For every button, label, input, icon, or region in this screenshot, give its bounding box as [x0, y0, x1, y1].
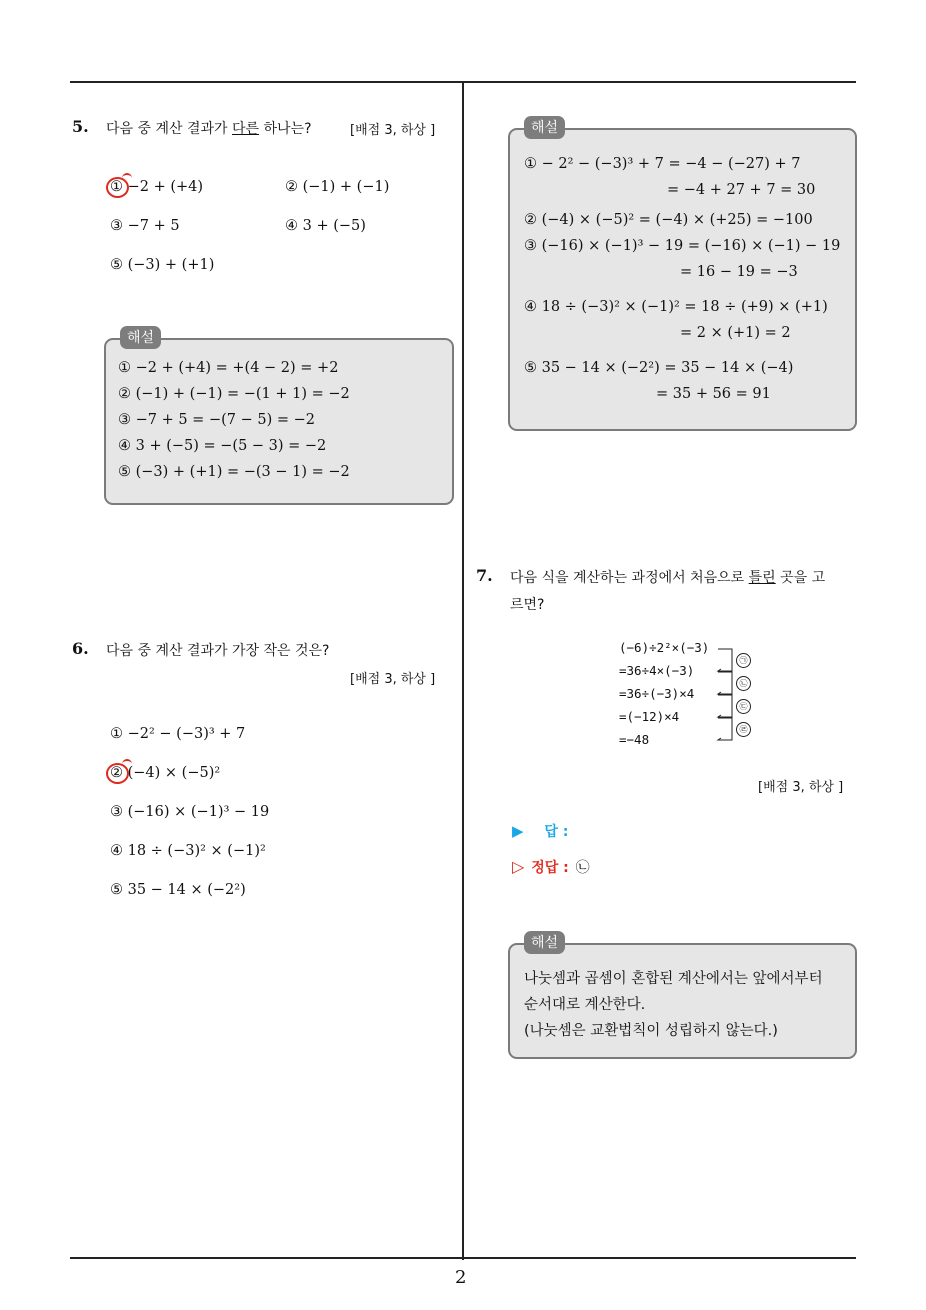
q6-number: 6.	[72, 639, 89, 658]
column-divider	[462, 82, 464, 1260]
q5-solution-line: ⑤ (−3) + (+1) = −(3 − 1) = −2	[118, 464, 350, 480]
q6-solution-line: = 35 + 56 = 91	[656, 386, 771, 402]
q5-score: [배점 3, 하상 ]	[350, 123, 436, 138]
q7-solution-box	[508, 943, 857, 1059]
q7-step-label: ㉢	[736, 699, 751, 714]
q5-solution-tag: 해설	[120, 326, 161, 349]
q7-solution-line: 순서대로 계산한다.	[524, 997, 646, 1013]
q5-solution-line: ② (−1) + (−1) = −(1 + 1) = −2	[118, 386, 350, 402]
q7-score: [배점 3, 하상 ]	[758, 780, 844, 795]
q6-option-4[interactable]: ④ 18 ÷ (−3)² × (−1)²	[110, 843, 266, 859]
q7-step-brackets	[712, 644, 736, 744]
q7-solution-tag: 해설	[524, 931, 565, 954]
q6-solution-line: = 16 − 19 = −3	[680, 264, 798, 280]
q7-answer-row[interactable]	[512, 821, 568, 841]
q7-step: =(−12)×4	[619, 709, 680, 724]
q5-option-2[interactable]: ② (−1) + (−1)	[285, 179, 390, 195]
outline-triangle-icon: ▷	[512, 857, 525, 876]
q6-option-5[interactable]: ⑤ 35 − 14 × (−2²)	[110, 882, 246, 898]
q6-answer-mark	[106, 763, 129, 784]
q6-question: 다음 중 계산 결과가 가장 작은 것은?	[106, 643, 330, 659]
q6-score: [배점 3, 하상 ]	[350, 672, 436, 687]
page-number: 2	[455, 1267, 467, 1288]
bottom-rule	[70, 1257, 856, 1259]
q6-solution-line: ⑤ 35 − 14 × (−2²) = 35 − 14 × (−4)	[524, 360, 794, 376]
q6-solution-line: = −4 + 27 + 7 = 30	[667, 182, 816, 198]
q6-solution-box	[508, 128, 857, 431]
q7-step-label: ㉣	[736, 722, 751, 737]
q7-solution-line: 나눗셈과 곱셈이 혼합된 계산에서는 앞에서부터	[524, 971, 823, 987]
q7-step: =36÷4×(−3)	[619, 663, 695, 678]
q6-option-3[interactable]: ③ (−16) × (−1)³ − 19	[110, 804, 270, 820]
q7-number: 7.	[476, 566, 493, 585]
q5-option-5[interactable]: ⑤ (−3) + (+1)	[110, 257, 215, 273]
q5-solution-line: ③ −7 + 5 = −(7 − 5) = −2	[118, 412, 315, 428]
q6-solution-line: ③ (−16) × (−1)³ − 19 = (−16) × (−1) − 19	[524, 238, 841, 254]
q6-solution-line: ② (−4) × (−5)² = (−4) × (+25) = −100	[524, 212, 813, 228]
q5-answer-mark	[106, 177, 129, 198]
q5-option-3[interactable]: ③ −7 + 5	[110, 218, 180, 234]
q6-option-1[interactable]: ① −2² − (−3)³ + 7	[110, 726, 246, 742]
q5-option-4[interactable]: ④ 3 + (−5)	[285, 218, 366, 234]
q6-solution-line: ④ 18 ÷ (−3)² × (−1)² = 18 ÷ (+9) × (+1)	[524, 299, 828, 315]
q5-number: 5.	[72, 117, 89, 136]
q5-solution-line: ④ 3 + (−5) = −(5 − 3) = −2	[118, 438, 327, 454]
q7-correct-label: 정답 :	[531, 860, 569, 876]
q7-question-line1: 다음 식을 계산하는 과정에서 처음으로 틀린 곳을 고	[510, 570, 826, 586]
q7-correct-value: ㉡	[575, 860, 590, 876]
q5-question: 다음 중 계산 결과가 다른 하나는?	[106, 121, 312, 137]
q5-option-1[interactable]: ① −2 + (+4)	[110, 179, 204, 195]
q5-solution-line: ① −2 + (+4) = +(4 − 2) = +2	[118, 360, 339, 376]
q7-step: =36÷(−3)×4	[619, 686, 695, 701]
q7-question-line2: 르면?	[510, 597, 545, 613]
q7-step: (−6)÷2²×(−3)	[619, 640, 710, 655]
q6-solution-tag: 해설	[524, 116, 565, 139]
q7-correct-row	[512, 857, 590, 877]
q6-solution-line: = 2 × (+1) = 2	[680, 325, 791, 341]
q7-step: =−48	[619, 732, 650, 747]
q6-solution-line: ① − 2² − (−3)³ + 7 = −4 − (−27) + 7	[524, 156, 801, 172]
play-triangle-icon: ▶	[512, 822, 524, 840]
q7-step-label: ㉡	[736, 676, 751, 691]
q7-step-label: ㉠	[736, 653, 751, 668]
q7-solution-line: (나눗셈은 교환법칙이 성립하지 않는다.)	[524, 1023, 778, 1039]
q5-solution-box	[104, 338, 454, 505]
q6-option-2[interactable]: ② (−4) × (−5)²	[110, 765, 221, 781]
q7-answer-label: 답 :	[544, 824, 569, 840]
